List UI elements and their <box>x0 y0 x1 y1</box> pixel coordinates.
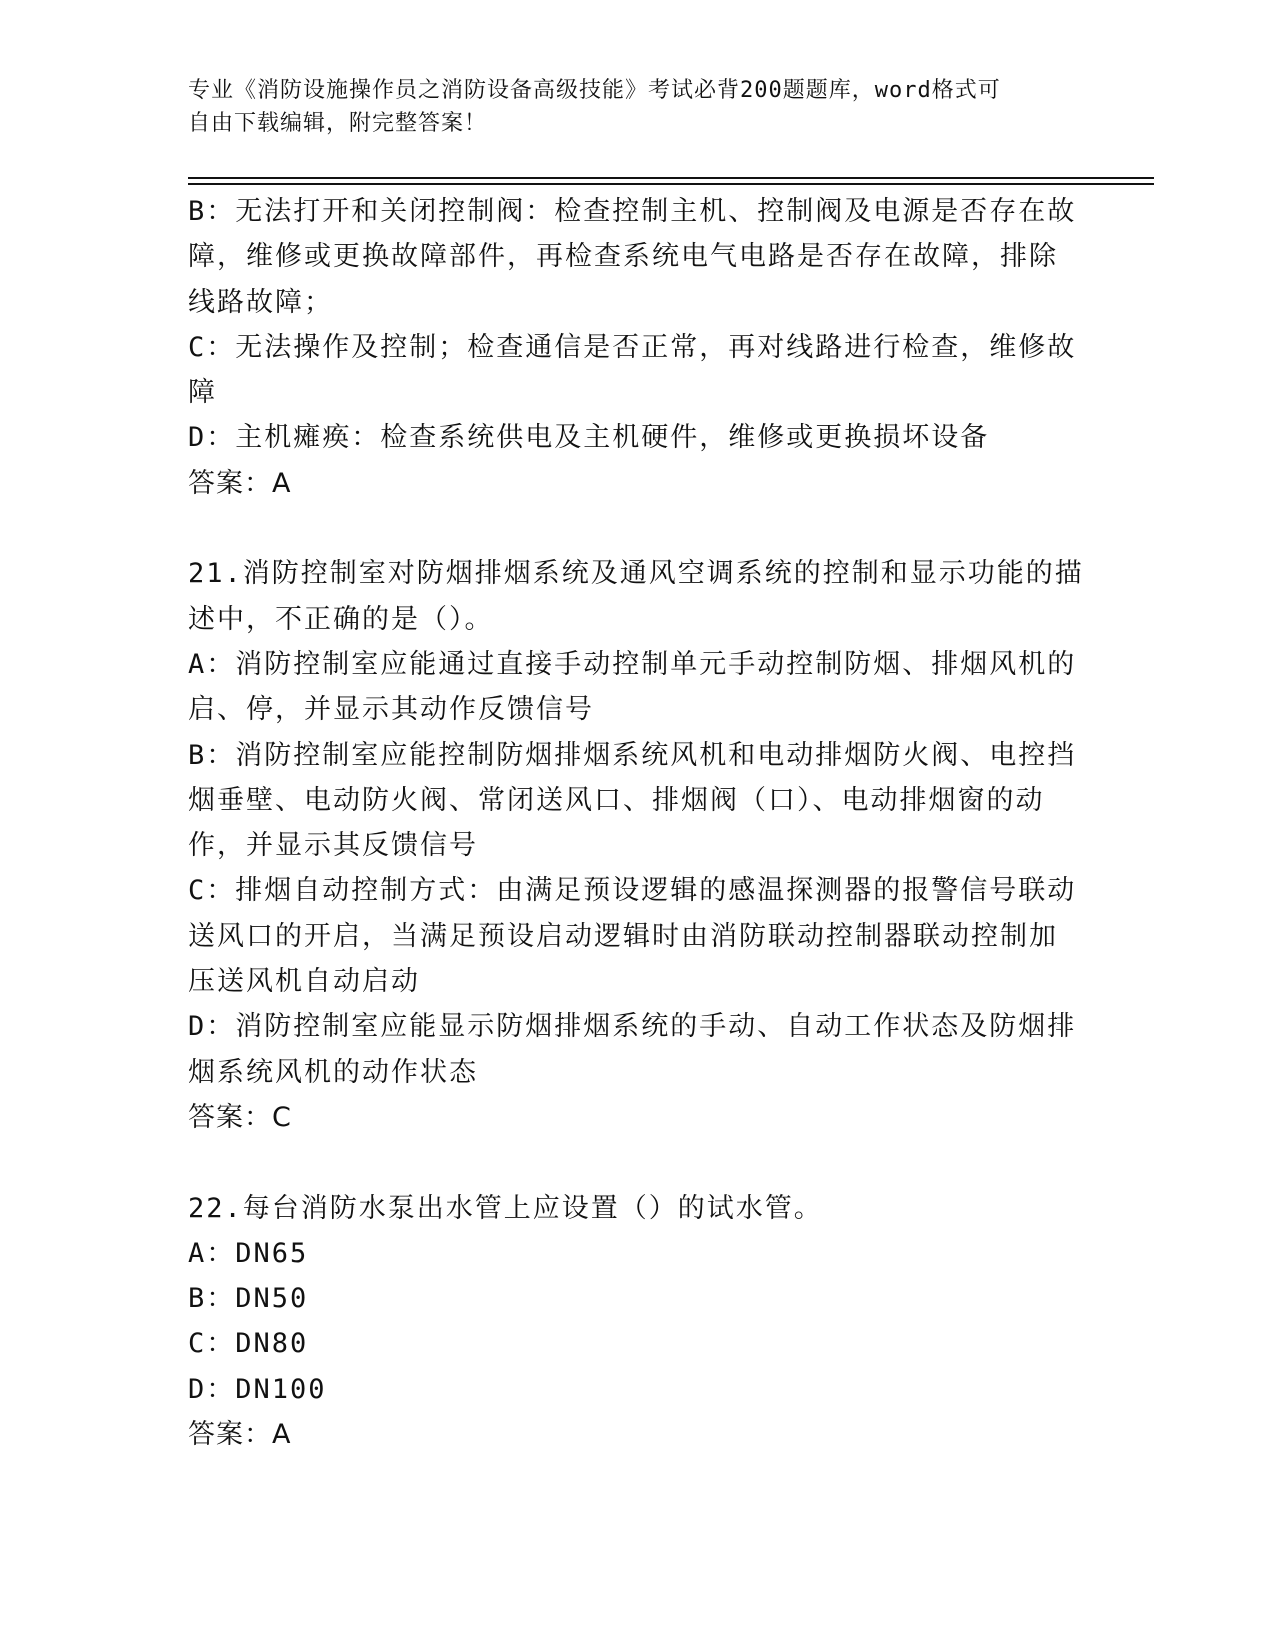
answer-line: 答案：C <box>188 1101 292 1133</box>
option-c-line: 障 <box>188 377 217 409</box>
option-b-line: 作，并显示其反馈信号 <box>188 830 478 862</box>
option-d-line: D：主机瘫痪：检查系统供电及主机硬件，维修或更换损坏设备 <box>188 422 990 454</box>
option-d-line: D：消防控制室应能显示防烟排烟系统的手动、自动工作状态及防烟排 <box>188 1011 1077 1043</box>
question-20-tail <box>188 189 1088 506</box>
document-body <box>188 189 1088 1457</box>
spacer <box>188 506 1088 551</box>
header-rule-top <box>188 177 1154 179</box>
option-a-line: A：DN65 <box>188 1237 309 1269</box>
header-line-1: 专业《消防设施操作员之消防设备高级技能》考试必背200题题库，word格式可 <box>188 78 1001 103</box>
option-c-line: 送风口的开启，当满足预设启动逻辑时由消防联动控制器联动控制加 <box>188 920 1058 952</box>
option-a-line: A：消防控制室应能通过直接手动控制单元手动控制防烟、排烟风机的 <box>188 648 1077 680</box>
option-b-line: 线路故障； <box>188 286 333 318</box>
question-21 <box>188 551 1088 1140</box>
document-header <box>188 74 1068 140</box>
option-b-line: B：消防控制室应能控制防烟排烟系统风机和电动排烟防火阀、电控挡 <box>188 739 1077 771</box>
option-b-line: B：无法打开和关闭控制阀：检查控制主机、控制阀及电源是否存在故 <box>188 196 1077 227</box>
option-c-line: C：DN80 <box>188 1328 309 1360</box>
option-b-line: 烟垂壁、电动防火阀、常闭送风口、排烟阀（口）、电动排烟窗的动 <box>188 784 1045 816</box>
question-stem-line: 22.每台消防水泵出水管上应设置（）的试水管。 <box>188 1192 823 1224</box>
question-22 <box>188 1186 1088 1458</box>
option-c-line: C：无法操作及控制；检查通信是否正常，再对线路进行检查，维修故 <box>188 331 1077 363</box>
option-d-line: 烟系统风机的动作状态 <box>188 1056 478 1088</box>
header-line-2: 自由下载编辑，附完整答案！ <box>188 111 488 136</box>
option-c-line: 压送风机自动启动 <box>188 966 420 998</box>
question-stem-line: 述中，不正确的是（）。 <box>188 603 494 635</box>
answer-line: 答案：A <box>188 467 292 499</box>
option-a-line: 启、停，并显示其动作反馈信号 <box>188 694 594 726</box>
option-c-line: C：排烟自动控制方式：由满足预设逻辑的感温探测器的报警信号联动 <box>188 875 1077 907</box>
spacer <box>188 1140 1088 1185</box>
header-rule-bottom <box>188 183 1154 185</box>
option-b-line: B：DN50 <box>188 1283 309 1315</box>
question-stem-line: 21.消防控制室对防烟排烟系统及通风空调系统的控制和显示功能的描 <box>188 558 1084 590</box>
answer-line: 答案：A <box>188 1419 292 1451</box>
option-b-line: 障，维修或更换故障部件，再检查系统电气电路是否存在故障，排除 <box>188 241 1058 273</box>
option-d-line: D：DN100 <box>188 1373 327 1405</box>
